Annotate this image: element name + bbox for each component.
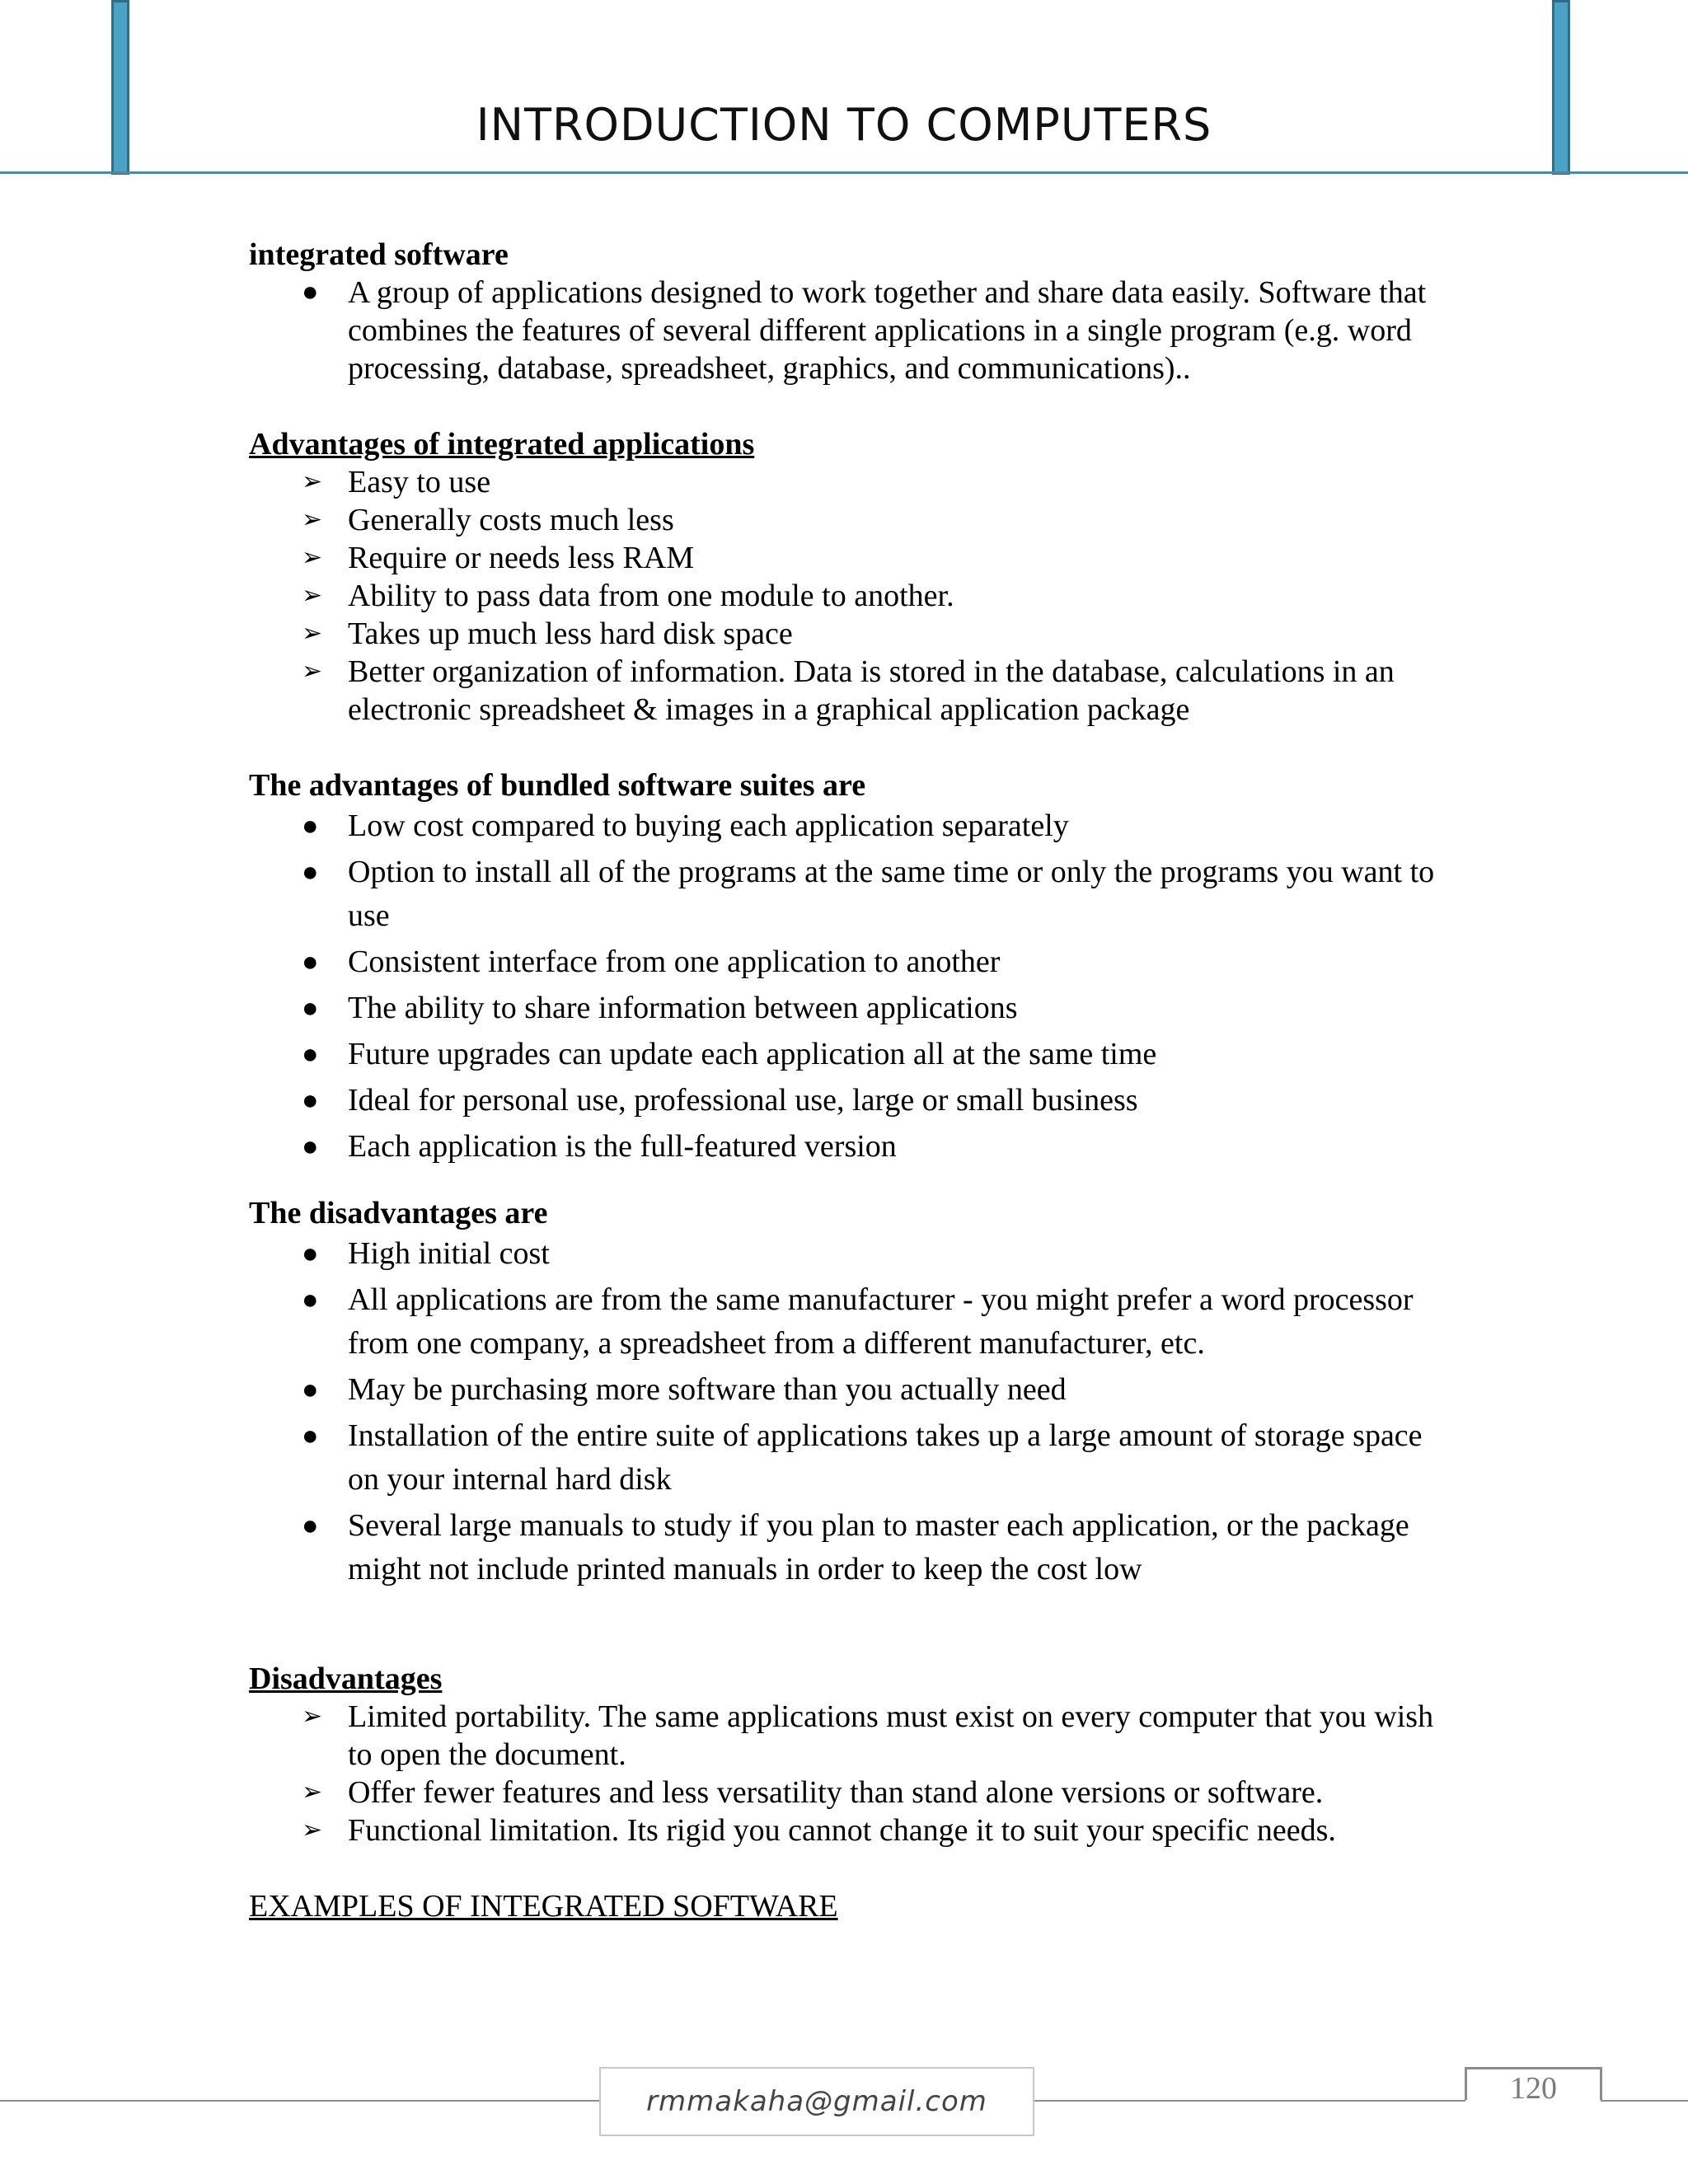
advantages-integrated-list xyxy=(249,463,1452,729)
bullet-dot-icon: ● xyxy=(302,1085,319,1116)
list-item-text: Ideal for personal use, professional use, large or small business xyxy=(348,1083,1138,1118)
bullet-dot-icon: ● xyxy=(302,811,319,841)
list-item xyxy=(249,1368,1452,1414)
list-item-text: High initial cost xyxy=(348,1236,550,1271)
list-item xyxy=(249,1698,1452,1774)
list-item xyxy=(249,577,1452,615)
header-divider xyxy=(0,171,1688,174)
bullet-dot-icon: ● xyxy=(302,1132,319,1162)
list-item xyxy=(249,539,1452,577)
bullet-dot-icon: ● xyxy=(302,1511,319,1541)
list-item-text: Takes up much less hard disk space xyxy=(348,616,793,651)
bullet-dot-icon: ● xyxy=(302,857,319,888)
list-item xyxy=(249,804,1452,851)
bullet-dot-icon: ● xyxy=(302,277,319,307)
list-item-text: Functional limitation. Its rigid you cannot change it to suit your specific needs. xyxy=(348,1813,1336,1848)
list-item-text: Consistent interface from one application to another xyxy=(348,944,1001,979)
list-item-text: Easy to use xyxy=(348,465,491,499)
section-title-integrated-software: integrated software xyxy=(249,237,509,272)
list-item xyxy=(249,851,1452,940)
list-item xyxy=(249,1278,1452,1368)
list-item-text: Future upgrades can update each application all at the same time xyxy=(348,1037,1157,1071)
bullet-dot-icon: ● xyxy=(302,993,319,1024)
section-title-advantages-integrated: Advantages of integrated applications xyxy=(249,427,755,462)
list-item-text: Require or needs less RAM xyxy=(348,541,695,575)
list-item-text: Each application is the full-featured version xyxy=(348,1129,897,1164)
list-item-text: All applications are from the same manufacturer - you might prefer a word processor from one company, a spreadsheet from a different manufacturer, etc. xyxy=(348,1282,1414,1361)
list-item-text: A group of applications designed to work together and share data easily. Software that combines the features of several different applications in a single program (e.g. word processing, database, spreadsheet, graphics, and communications).. xyxy=(348,275,1427,386)
list-item xyxy=(249,463,1452,501)
list-item xyxy=(249,1125,1452,1171)
arrow-bullet-icon: ➢ xyxy=(302,505,323,534)
bullet-dot-icon: ● xyxy=(302,1039,319,1070)
section-title-examples: EXAMPLES OF INTEGRATED SOFTWARE xyxy=(249,1889,838,1924)
list-item-text: The ability to share information between applications xyxy=(348,991,1018,1025)
list-item xyxy=(249,501,1452,539)
list-item-text: Ability to pass data from one module to another. xyxy=(348,579,954,613)
arrow-bullet-icon: ➢ xyxy=(302,1816,323,1844)
bullet-dot-icon: ● xyxy=(302,1375,319,1405)
list-item xyxy=(249,1232,1452,1278)
bullet-dot-icon: ● xyxy=(302,1285,319,1315)
list-item xyxy=(249,1033,1452,1079)
bullet-dot-icon: ● xyxy=(302,1421,319,1451)
list-item-text: Installation of the entire suite of applications takes up a large amount of storage space on your internal hard disk xyxy=(348,1418,1423,1497)
arrow-bullet-icon: ➢ xyxy=(302,1778,323,1807)
document-body xyxy=(249,236,1452,1925)
list-item xyxy=(249,1079,1452,1125)
list-item-text: May be purchasing more software than you actually need xyxy=(348,1372,1067,1407)
section-title-disadvantages: Disadvantages xyxy=(249,1661,443,1696)
arrow-bullet-icon: ➢ xyxy=(302,1702,323,1731)
list-item xyxy=(249,1774,1452,1811)
section-title-bundled-advantages: The advantages of bundled software suites are xyxy=(249,768,866,803)
list-item-text: Generally costs much less xyxy=(348,503,674,537)
arrow-bullet-icon: ➢ xyxy=(302,657,323,686)
list-item xyxy=(249,940,1452,987)
footer-divider-right xyxy=(1601,2100,1688,2102)
list-item-text: Option to install all of the programs at the same time or only the programs you want to use xyxy=(348,855,1435,933)
integrated-software-list xyxy=(249,274,1452,387)
list-item-text: Low cost compared to buying each application separately xyxy=(348,808,1069,843)
list-item-text: Offer fewer features and less versatility than stand alone versions or software. xyxy=(348,1775,1324,1810)
bundled-disadvantages-list xyxy=(249,1232,1452,1594)
disadvantages-list xyxy=(249,1698,1452,1849)
list-item-text: Several large manuals to study if you plan to master each application, or the package might not include printed manuals in order to keep the cost low xyxy=(348,1508,1409,1586)
section-title-bundled-disadvantages: The disadvantages are xyxy=(249,1196,548,1230)
list-item xyxy=(249,653,1452,729)
page-title: INTRODUCTION TO COMPUTERS xyxy=(476,99,1212,151)
arrow-bullet-icon: ➢ xyxy=(302,581,323,610)
list-item xyxy=(249,1811,1452,1849)
page-number: 120 xyxy=(1510,2071,1557,2106)
arrow-bullet-icon: ➢ xyxy=(302,543,323,572)
list-item xyxy=(249,274,1452,387)
bundled-advantages-list xyxy=(249,804,1452,1171)
footer-email: rmmakaha@gmail.com xyxy=(599,2067,1034,2136)
list-item xyxy=(249,1504,1452,1594)
bullet-dot-icon: ● xyxy=(302,1239,319,1269)
footer-divider-left xyxy=(0,2100,600,2102)
arrow-bullet-icon: ➢ xyxy=(302,467,323,496)
list-item xyxy=(249,987,1452,1033)
list-item-text: Limited portability. The same applications must exist on every computer that you wish to open the document. xyxy=(348,1699,1434,1772)
list-item-text: Better organization of information. Data is stored in the database, calculations in an electronic spreadsheet & images in a graphical application package xyxy=(348,654,1395,727)
list-item xyxy=(249,615,1452,653)
bullet-dot-icon: ● xyxy=(302,947,319,977)
footer-divider-middle xyxy=(1034,2100,1465,2102)
list-item xyxy=(249,1414,1452,1504)
arrow-bullet-icon: ➢ xyxy=(302,619,323,648)
